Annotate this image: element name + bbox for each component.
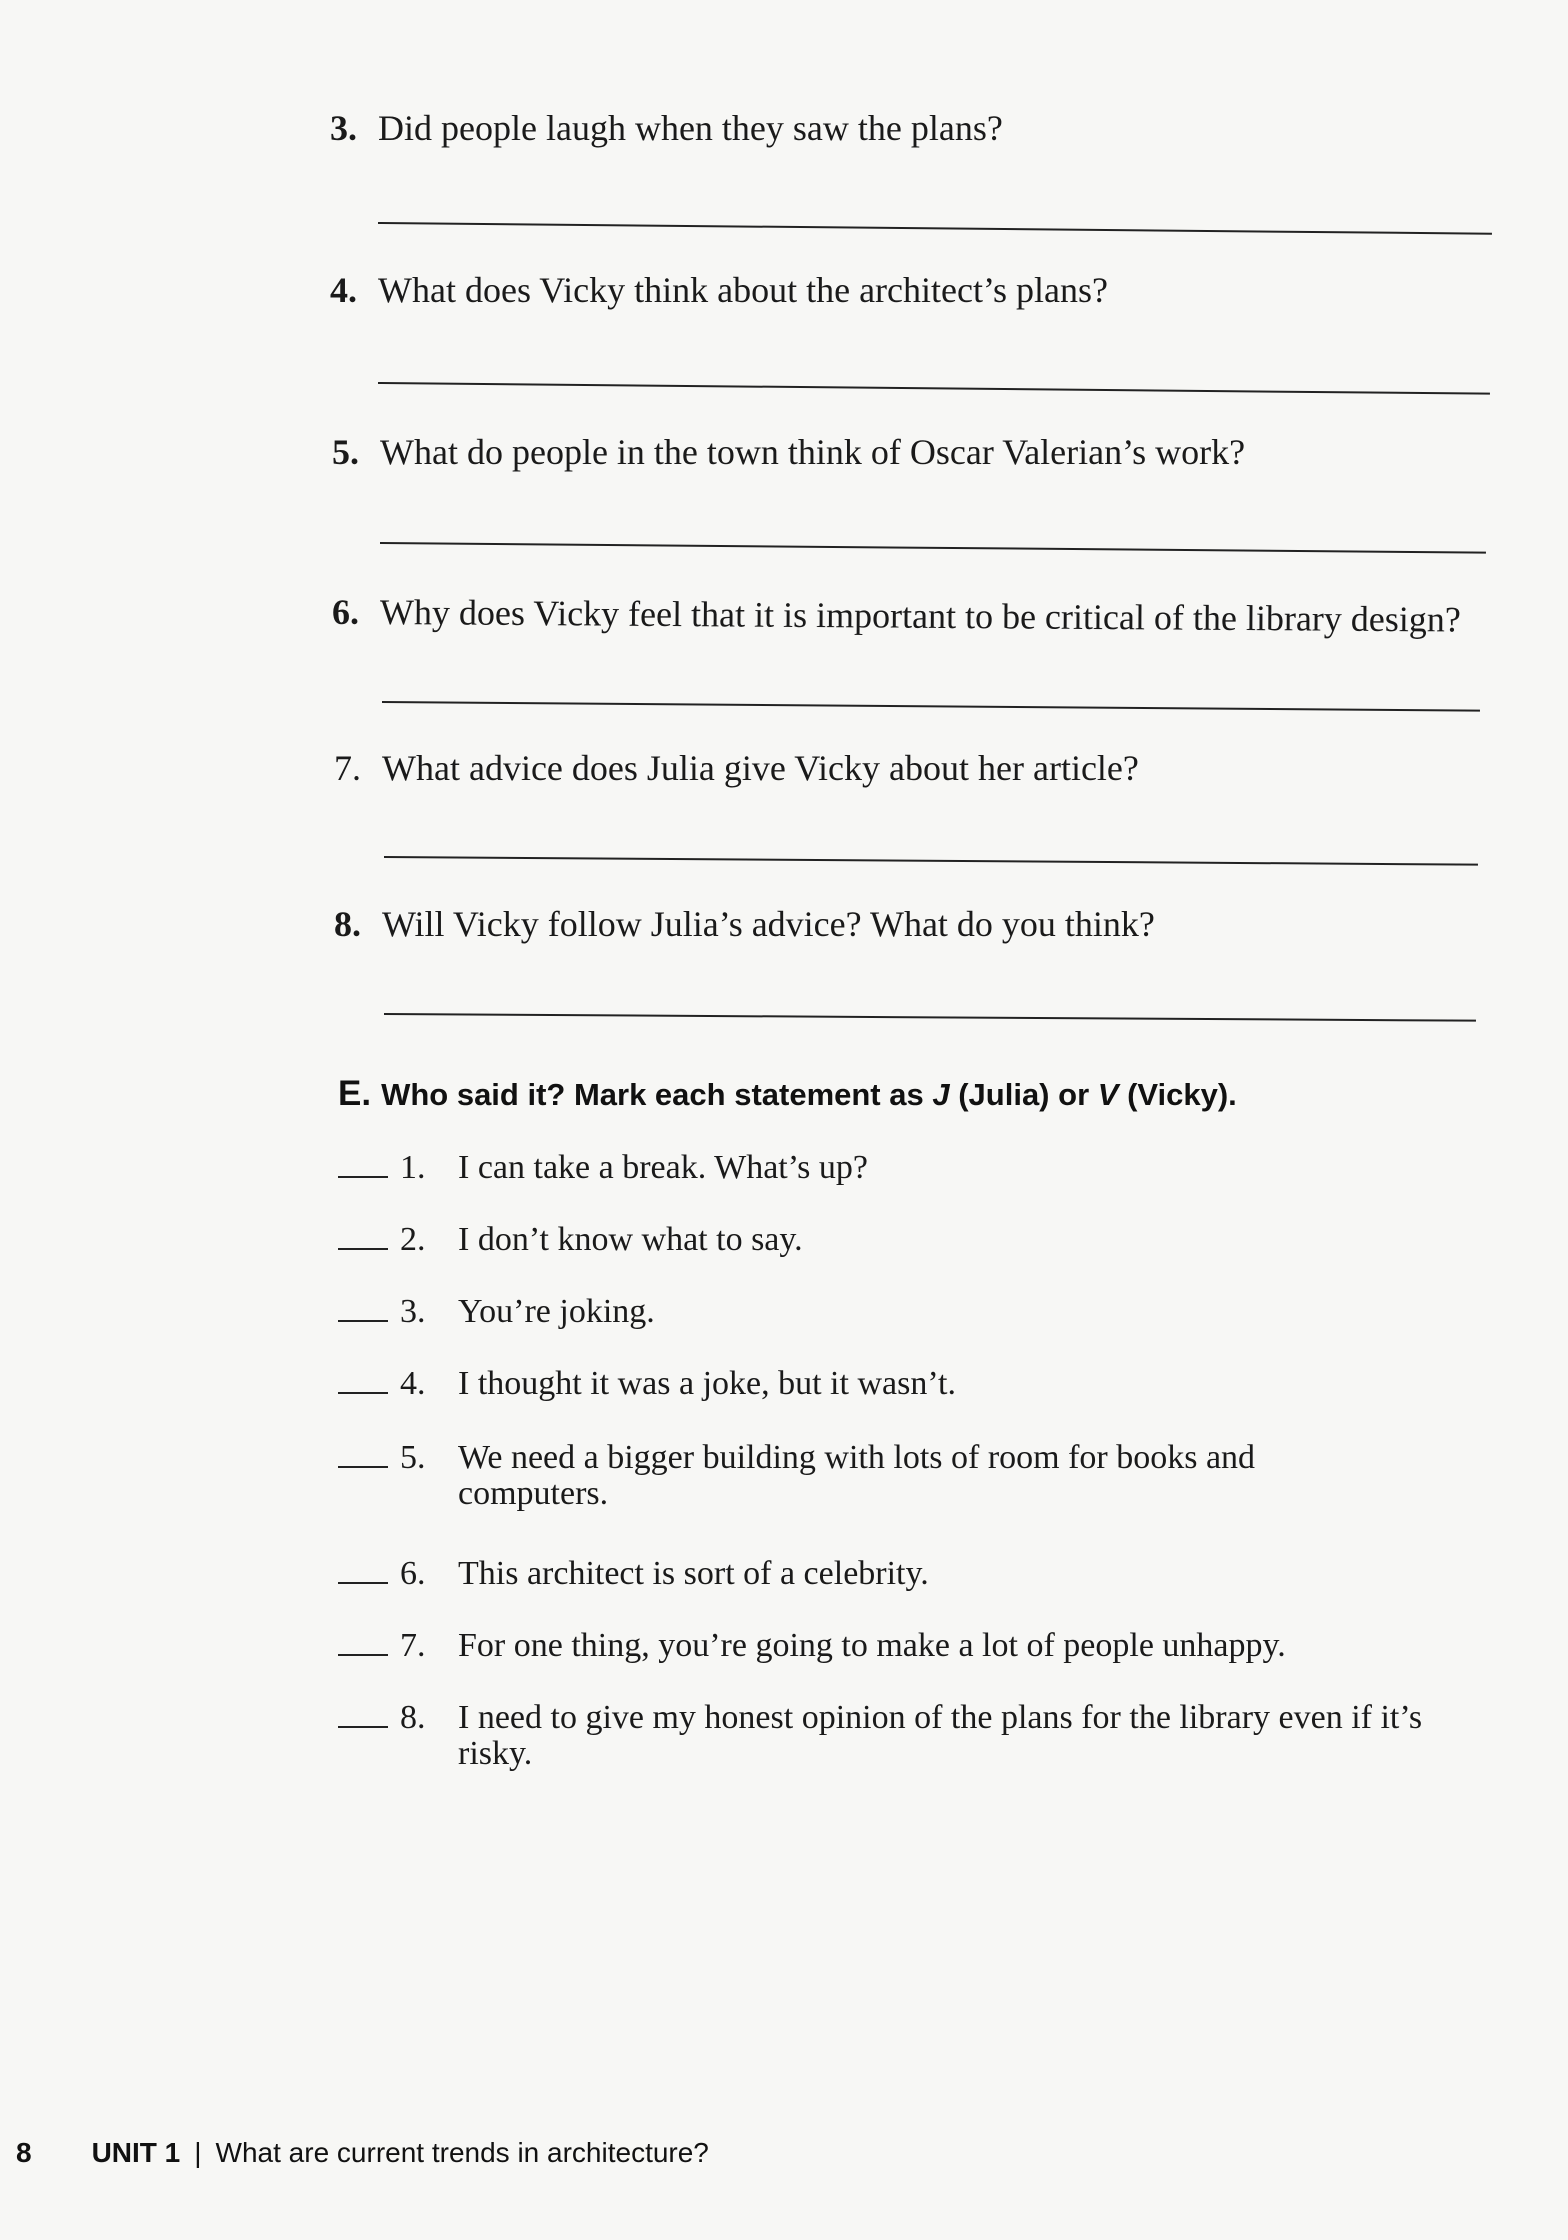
statement-4 xyxy=(338,1366,1458,1402)
answer-line-7[interactable] xyxy=(384,856,1478,866)
answer-blank[interactable] xyxy=(338,1582,388,1584)
footer-separator: | xyxy=(194,2137,202,2168)
answer-blank[interactable] xyxy=(338,1654,388,1656)
statement-text: This architect is sort of a celebrity. xyxy=(458,1555,929,1592)
answer-blank[interactable] xyxy=(338,1248,388,1250)
unit-label: UNIT 1 xyxy=(91,2137,181,2168)
question-number: 4. xyxy=(330,270,357,310)
question-number: 6. xyxy=(332,592,359,632)
page-number: 8 xyxy=(16,2137,32,2168)
section-instruction: Who said it? Mark each statement as xyxy=(381,1077,933,1112)
question-text: Will Vicky follow Julia’s advice? What do you think? xyxy=(382,904,1155,944)
question-number: 5. xyxy=(332,432,359,472)
answer-line-3[interactable] xyxy=(378,222,1492,235)
statement-text: You’re joking. xyxy=(458,1293,655,1330)
section-letter: E. xyxy=(338,1074,372,1113)
question-text: Did people laugh when they saw the plans? xyxy=(378,108,1003,148)
question-6 xyxy=(332,590,1497,640)
statement-text: I don’t know what to say. xyxy=(458,1221,803,1258)
answer-blank[interactable] xyxy=(338,1320,388,1322)
question-text: What do people in the town think of Oscar Valerian’s work? xyxy=(380,432,1246,472)
statement-number: 4. xyxy=(400,1365,426,1402)
statement-number: 1. xyxy=(400,1149,426,1186)
question-number: 8. xyxy=(334,904,361,944)
vicky-letter: V xyxy=(1097,1077,1119,1112)
question-8 xyxy=(334,902,1499,946)
page-footer xyxy=(16,2137,709,2169)
answer-line-6[interactable] xyxy=(382,701,1480,712)
statement-2 xyxy=(338,1222,1458,1258)
question-text: Why does Vicky feel that it is important to be critical of the library design? xyxy=(379,592,1461,640)
question-text: What does Vicky think about the architect’s plans? xyxy=(378,270,1108,310)
vicky-name: (Vicky). xyxy=(1127,1077,1237,1112)
question-number: 3. xyxy=(330,108,357,148)
answer-line-4[interactable] xyxy=(378,382,1490,395)
statement-number: 2. xyxy=(400,1221,426,1258)
statement-number: 7. xyxy=(400,1627,426,1664)
statement-8 xyxy=(338,1700,1448,1772)
statement-text: I need to give my honest opinion of the plans for the library even if it’s risky. xyxy=(458,1699,1423,1772)
unit-title: What are current trends in architecture? xyxy=(215,2137,709,2168)
section-e-heading xyxy=(338,1074,1237,1114)
or-word: or xyxy=(1058,1077,1090,1112)
answer-blank[interactable] xyxy=(338,1466,388,1468)
question-number: 7. xyxy=(334,748,361,788)
statement-number: 8. xyxy=(400,1699,426,1736)
statement-1 xyxy=(338,1150,1458,1186)
statement-text: For one thing, you’re going to make a lot of people unhappy. xyxy=(458,1627,1286,1664)
julia-letter: J xyxy=(932,1077,950,1112)
statement-6 xyxy=(338,1556,1458,1592)
statement-text: I thought it was a joke, but it wasn’t. xyxy=(458,1365,956,1402)
statement-3 xyxy=(338,1294,1458,1330)
answer-blank[interactable] xyxy=(338,1726,388,1728)
question-3 xyxy=(330,106,1495,150)
statement-text: I can take a break. What’s up? xyxy=(458,1149,869,1186)
question-4 xyxy=(330,268,1495,312)
statement-number: 5. xyxy=(400,1439,426,1476)
statement-5 xyxy=(338,1440,1318,1512)
julia-name: (Julia) xyxy=(958,1077,1050,1112)
answer-blank[interactable] xyxy=(338,1392,388,1394)
statement-number: 6. xyxy=(400,1555,426,1592)
statement-7 xyxy=(338,1628,1458,1664)
answer-line-5[interactable] xyxy=(380,542,1486,554)
question-5 xyxy=(332,430,1497,474)
question-7 xyxy=(334,746,1499,790)
statement-number: 3. xyxy=(400,1293,426,1330)
answer-line-8[interactable] xyxy=(384,1013,1476,1022)
statement-text: We need a bigger building with lots of room for books and computers. xyxy=(458,1439,1256,1512)
answer-blank[interactable] xyxy=(338,1176,388,1178)
question-text: What advice does Julia give Vicky about her article? xyxy=(382,748,1139,788)
